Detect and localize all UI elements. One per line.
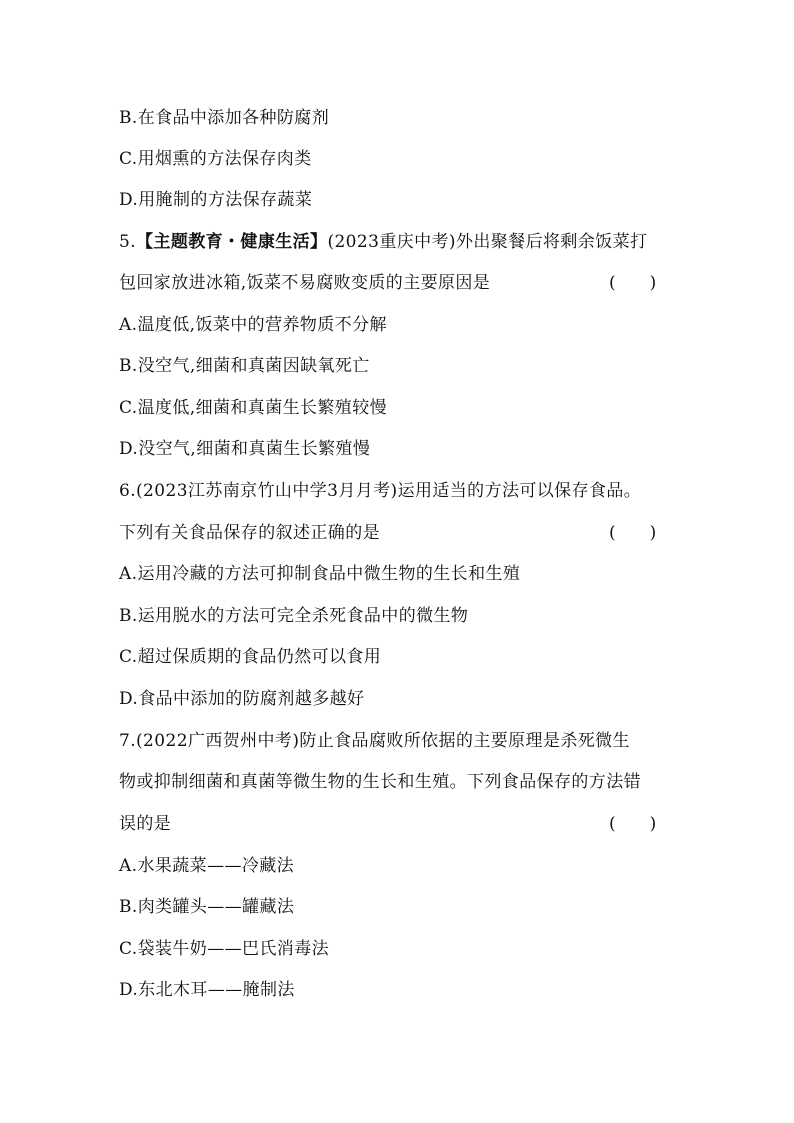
q7-option-b: B.肉类罐头——罐藏法 xyxy=(119,897,295,917)
q5-stem-source: (2023重庆中考)外出聚餐后将剩余饭菜打 xyxy=(327,232,648,252)
q6-option-d: D.食品中添加的防腐剂越多越好 xyxy=(119,689,365,709)
q5-stem-line2: 包回家放进冰箱,饭菜不易腐败变质的主要原因是 xyxy=(119,273,491,293)
q5-number: 5. xyxy=(119,232,137,252)
q6-option-c: C.超过保质期的食品仍然可以食用 xyxy=(119,647,382,667)
q7-answer-bracket: ( ) xyxy=(609,814,657,834)
q5-answer-bracket: ( ) xyxy=(609,273,657,293)
q7-option-c: C.袋装牛奶——巴氏消毒法 xyxy=(119,939,330,959)
q6-stem-line1: 6.(2023江苏南京竹山中学3月月考)运用适当的方法可以保存食品。 xyxy=(119,481,642,501)
q6-option-a: A.运用冷藏的方法可抑制食品中微生物的生长和生殖 xyxy=(119,564,521,584)
q7-stem-line3: 误的是 xyxy=(119,814,172,834)
q6-stem-line2: 下列有关食品保存的叙述正确的是 xyxy=(119,523,380,543)
q4-option-d: D.用腌制的方法保存蔬菜 xyxy=(119,190,313,210)
q4-option-b: B.在食品中添加各种防腐剂 xyxy=(119,108,330,128)
q7-stem-line2: 物或抑制细菌和真菌等微生物的生长和生殖。下列食品保存的方法错 xyxy=(119,772,641,792)
q7-stem-line1: 7.(2022广西贺州中考)防止食品腐败所依据的主要原理是杀死微生 xyxy=(119,731,630,751)
q6-option-b: B.运用脱水的方法可完全杀死食品中的微生物 xyxy=(119,606,469,626)
q5-option-a: A.温度低,饭菜中的营养物质不分解 xyxy=(119,315,387,335)
q7-option-a: A.水果蔬菜——冷藏法 xyxy=(119,856,295,876)
q5-option-d: D.没空气,细菌和真菌生长繁殖慢 xyxy=(119,439,371,459)
q4-option-c: C.用烟熏的方法保存肉类 xyxy=(119,149,312,169)
q5-topic-tag: 【主题教育・健康生活】 xyxy=(136,232,328,252)
q5-option-c: C.温度低,细菌和真菌生长繁殖较慢 xyxy=(119,398,388,418)
q5-stem-line1 xyxy=(119,231,647,253)
q7-option-d: D.东北木耳——腌制法 xyxy=(119,980,295,1000)
q5-option-b: B.没空气,细菌和真菌因缺氧死亡 xyxy=(119,356,370,376)
q6-answer-bracket: ( ) xyxy=(609,523,657,543)
